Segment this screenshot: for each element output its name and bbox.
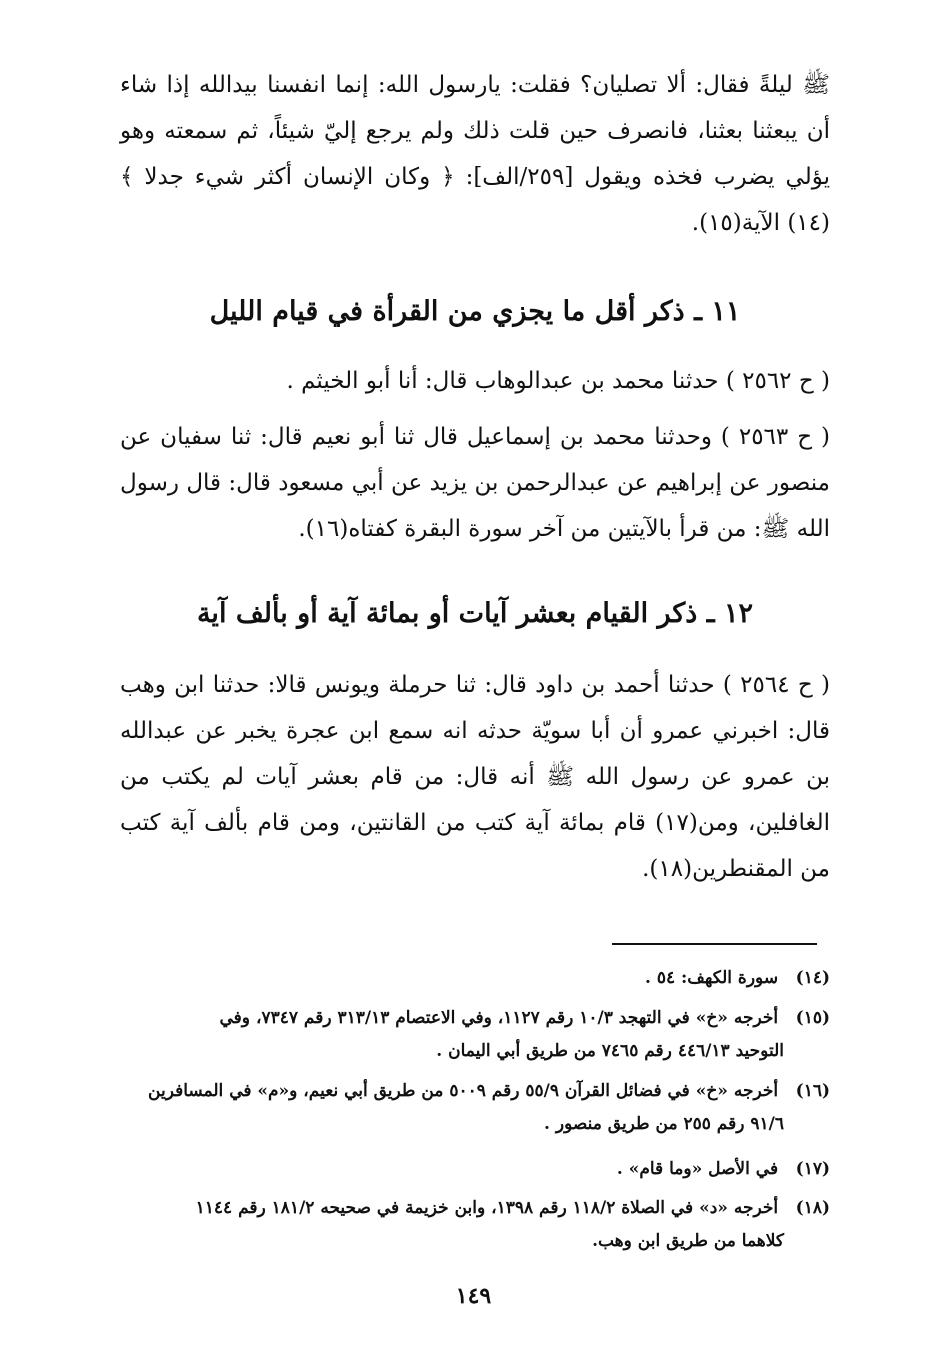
footnote-text: أخرجه «د» في الصلاة ١١٨/٢ رقم ١٣٩٨، وابن خزيمة في صحيحه ١٨١/٢ رقم ١١٤٤: [195, 1198, 779, 1218]
footnote-text: أخرجه «خ» في فضائل القرآن ٥٥/٩ رقم ٥٠٠٩ من طريق أبي نعيم، و«م» في المسافرين: [148, 1081, 779, 1101]
footnote-number: (١٨): [795, 1198, 830, 1218]
section-12-heading: ١٢ ـ ذكر القيام بعشر آيات أو بمائة آية أو بألف آية: [196, 598, 754, 629]
footnote-15: [120, 1002, 830, 1068]
footnote-continuation: ٩١/٦ رقم ٢٥٥ من طريق منصور .: [544, 1114, 784, 1134]
intro-paragraph: ﷺ ليلةً فقال: ألا تصليان؟ فقلت: يارسول الله: إنما انفسنا بيدالله إذا شاء أن يبعثنا بعثنا، فانصرف حين قلت ذلك ولم يرجع إليّ شيئاً، ثم سمعته وهو يؤلي يضرب فخذه ويقول [٢٥٩/الف]: ﴿ وكان الإنسان أكثر شيء جدلا ﴾(١٤) الآية(١٥).: [120, 72, 830, 236]
hadith-2563: ( ح ٢٥٦٣ ) وحدثنا محمد بن إسماعيل قال ثنا أبو نعيم قال: ثنا سفيان عن منصور عن إبراهيم عن عبدالرحمن بن يزيد عن أبي مسعود قال: قال رسول الله ﷺ: من قرأ بالآيتين من آخر سورة البقرة كفتاه(١٦).: [120, 424, 830, 542]
footnote-16: [120, 1075, 830, 1141]
footnote-number: (١٦): [795, 1081, 830, 1101]
page-number: ١٤٩: [455, 1283, 492, 1309]
footnote-number: (١٥): [795, 1008, 830, 1028]
footnote-number: (١٤): [795, 968, 830, 988]
footnote-14: [120, 962, 830, 995]
footnote-continuation: كلاهما من طريق ابن وهب.: [592, 1231, 784, 1251]
footnote-text: سورة الكهف: ٥٤ .: [644, 968, 779, 988]
footnote-18: [120, 1192, 830, 1258]
hadith-2564: ( ح ٢٥٦٤ ) حدثنا أحمد بن داود قال: ثنا حرملة ويونس قالا: حدثنا ابن وهب قال: اخبرني عمرو أن أبا سويّة حدثه انه سمع ابن عجرة يخبر عن عبدالله بن عمرو عن رسول الله ﷺ أنه قال: من قام بعشر آيات لم يكتب من الغافلين، ومن(١٧) قام بمائة آية كتب من القانتين، ومن قام بألف آية كتب من المقنطرين(١٨).: [120, 672, 831, 882]
hadith-2562: ( ح ٢٥٦٢ ) حدثنا محمد بن عبدالوهاب قال: أنا أبو الخيثم .: [286, 368, 830, 394]
section-11-heading: ١١ ـ ذكر أقل ما يجزي من القرأة في قيام الليل: [209, 296, 741, 327]
footnote-text: في الأصل «وما قام» .: [616, 1159, 779, 1179]
footnote-number: (١٧): [795, 1159, 830, 1179]
footnote-17: [120, 1153, 830, 1186]
footnote-text: أخرجه «خ» في التهجد ١٠/٣ رقم ١١٢٧، وفي الاعتصام ٣١٣/١٣ رقم ٧٣٤٧، وفي: [219, 1008, 779, 1028]
footnote-continuation: التوحيد ٤٤٦/١٣ رقم ٧٤٦٥ من طريق أبي اليمان .: [436, 1041, 784, 1061]
footnote-separator: [612, 943, 817, 945]
